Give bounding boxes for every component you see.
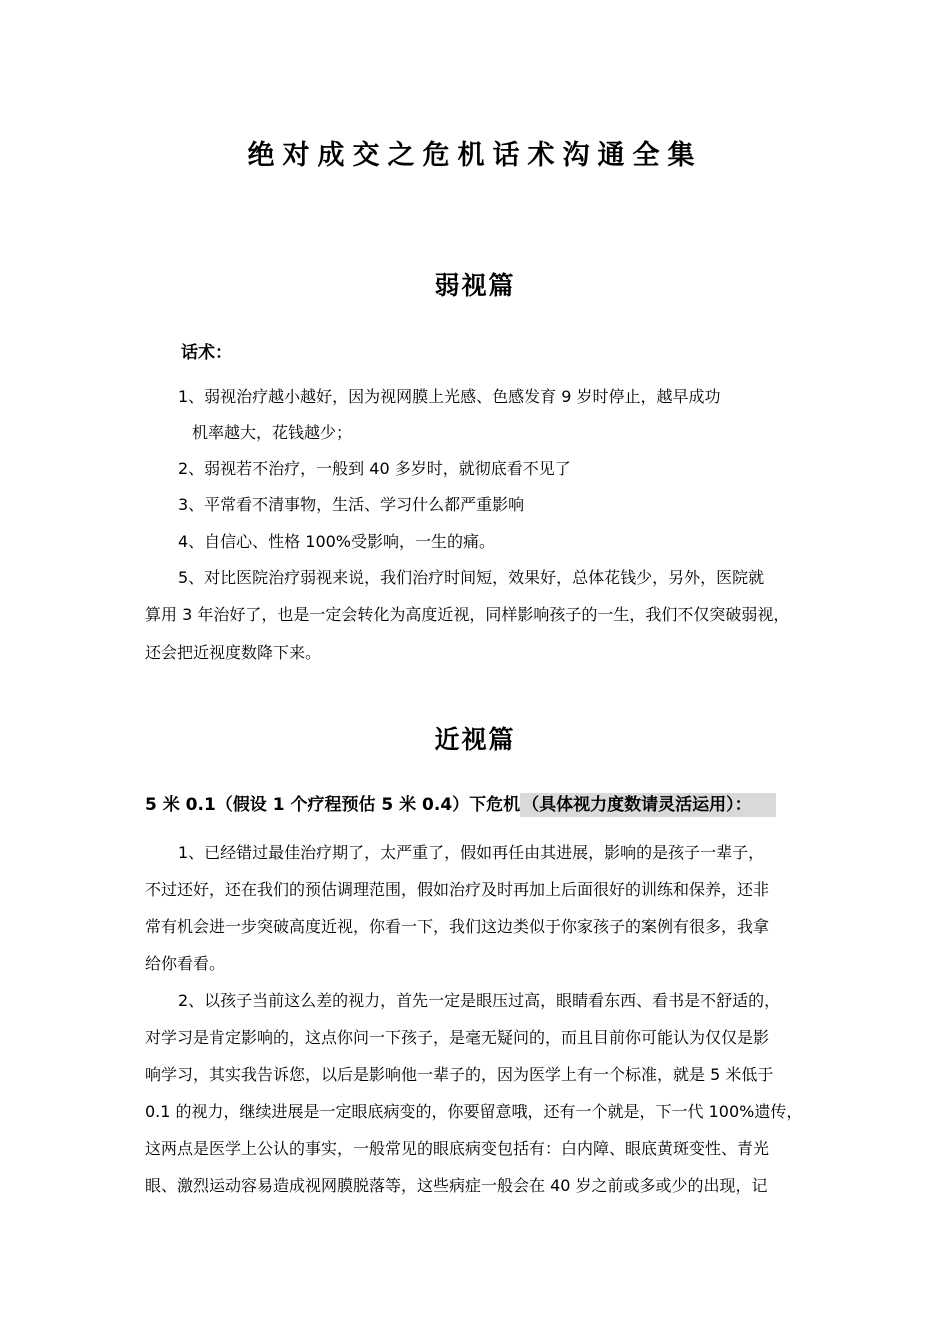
myopia-subheading xyxy=(145,790,776,815)
script-label: 话术： xyxy=(181,343,232,363)
paragraph-line: 响学习，其实我告诉您，以后是影响他一辈子的，因为医学上有一个标准，就是 5 米低于 xyxy=(145,1065,774,1084)
paragraph-line: 对学习是肯定影响的，这点你问一下孩子，是毫无疑问的，而且目前你可能认为仅仅是影 xyxy=(145,1028,770,1047)
subheading-highlight: （具体视力度数请灵活运用）： xyxy=(520,793,776,817)
paragraph-line: 2、以孩子当前这么差的视力，首先一定是眼压过高，眼睛看东西、看书是不舒适的， xyxy=(178,991,781,1010)
section-heading-myopia: 近视篇 xyxy=(434,725,516,754)
paragraph-line: 3、平常看不清事物，生活、学习什么都严重影响 xyxy=(178,495,525,514)
document-title: 绝对成交之危机话术沟通全集 xyxy=(247,140,703,171)
paragraph-line: 眼、激烈运动容易造成视网膜脱落等，这些病症一般会在 40 岁之前或多或少的出现，记 xyxy=(145,1176,768,1195)
paragraph-line: 这两点是医学上公认的事实，一般常见的眼底病变包括有：白内障、眼底黄斑变性、青光 xyxy=(145,1139,770,1158)
paragraph-line: 还会把近视度数降下来。 xyxy=(145,643,322,662)
paragraph-line: 常有机会进一步突破高度近视，你看一下，我们这边类似于你家孩子的案例有很多，我拿 xyxy=(145,917,770,936)
paragraph-line: 不过还好，还在我们的预估调理范围，假如治疗及时再加上后面很好的训练和保养，还非 xyxy=(145,880,770,899)
paragraph-line: 5、对比医院治疗弱视来说，我们治疗时间短，效果好，总体花钱少，另外，医院就 xyxy=(178,568,765,587)
paragraph-line: 算用 3 年治好了，也是一定会转化为高度近视，同样影响孩子的一生，我们不仅突破弱视， xyxy=(145,605,790,624)
paragraph-line: 2、弱视若不治疗，一般到 40 多岁时，就彻底看不见了 xyxy=(178,459,571,478)
paragraph-line: 0.1 的视力，继续进展是一定眼底病变的，你要留意哦，还有一个就是，下一代 100%遗传， xyxy=(145,1102,803,1121)
paragraph-line: 机率越大，花钱越少； xyxy=(192,423,353,442)
paragraph-line: 4、自信心、性格 100%受影响，一生的痛。 xyxy=(178,532,496,551)
paragraph-line: 1、弱视治疗越小越好，因为视网膜上光感、色感发育 9 岁时停止，越早成功 xyxy=(178,387,721,406)
section-heading-amblyopia: 弱视篇 xyxy=(434,271,516,300)
paragraph-line: 给你看看。 xyxy=(145,954,226,973)
paragraph-line: 1、已经错过最佳治疗期了，太严重了，假如再任由其进展，影响的是孩子一辈子， xyxy=(178,843,765,862)
subheading-main: 5 米 0.1（假设 1 个疗程预估 5 米 0.4）下危机 xyxy=(145,795,521,815)
